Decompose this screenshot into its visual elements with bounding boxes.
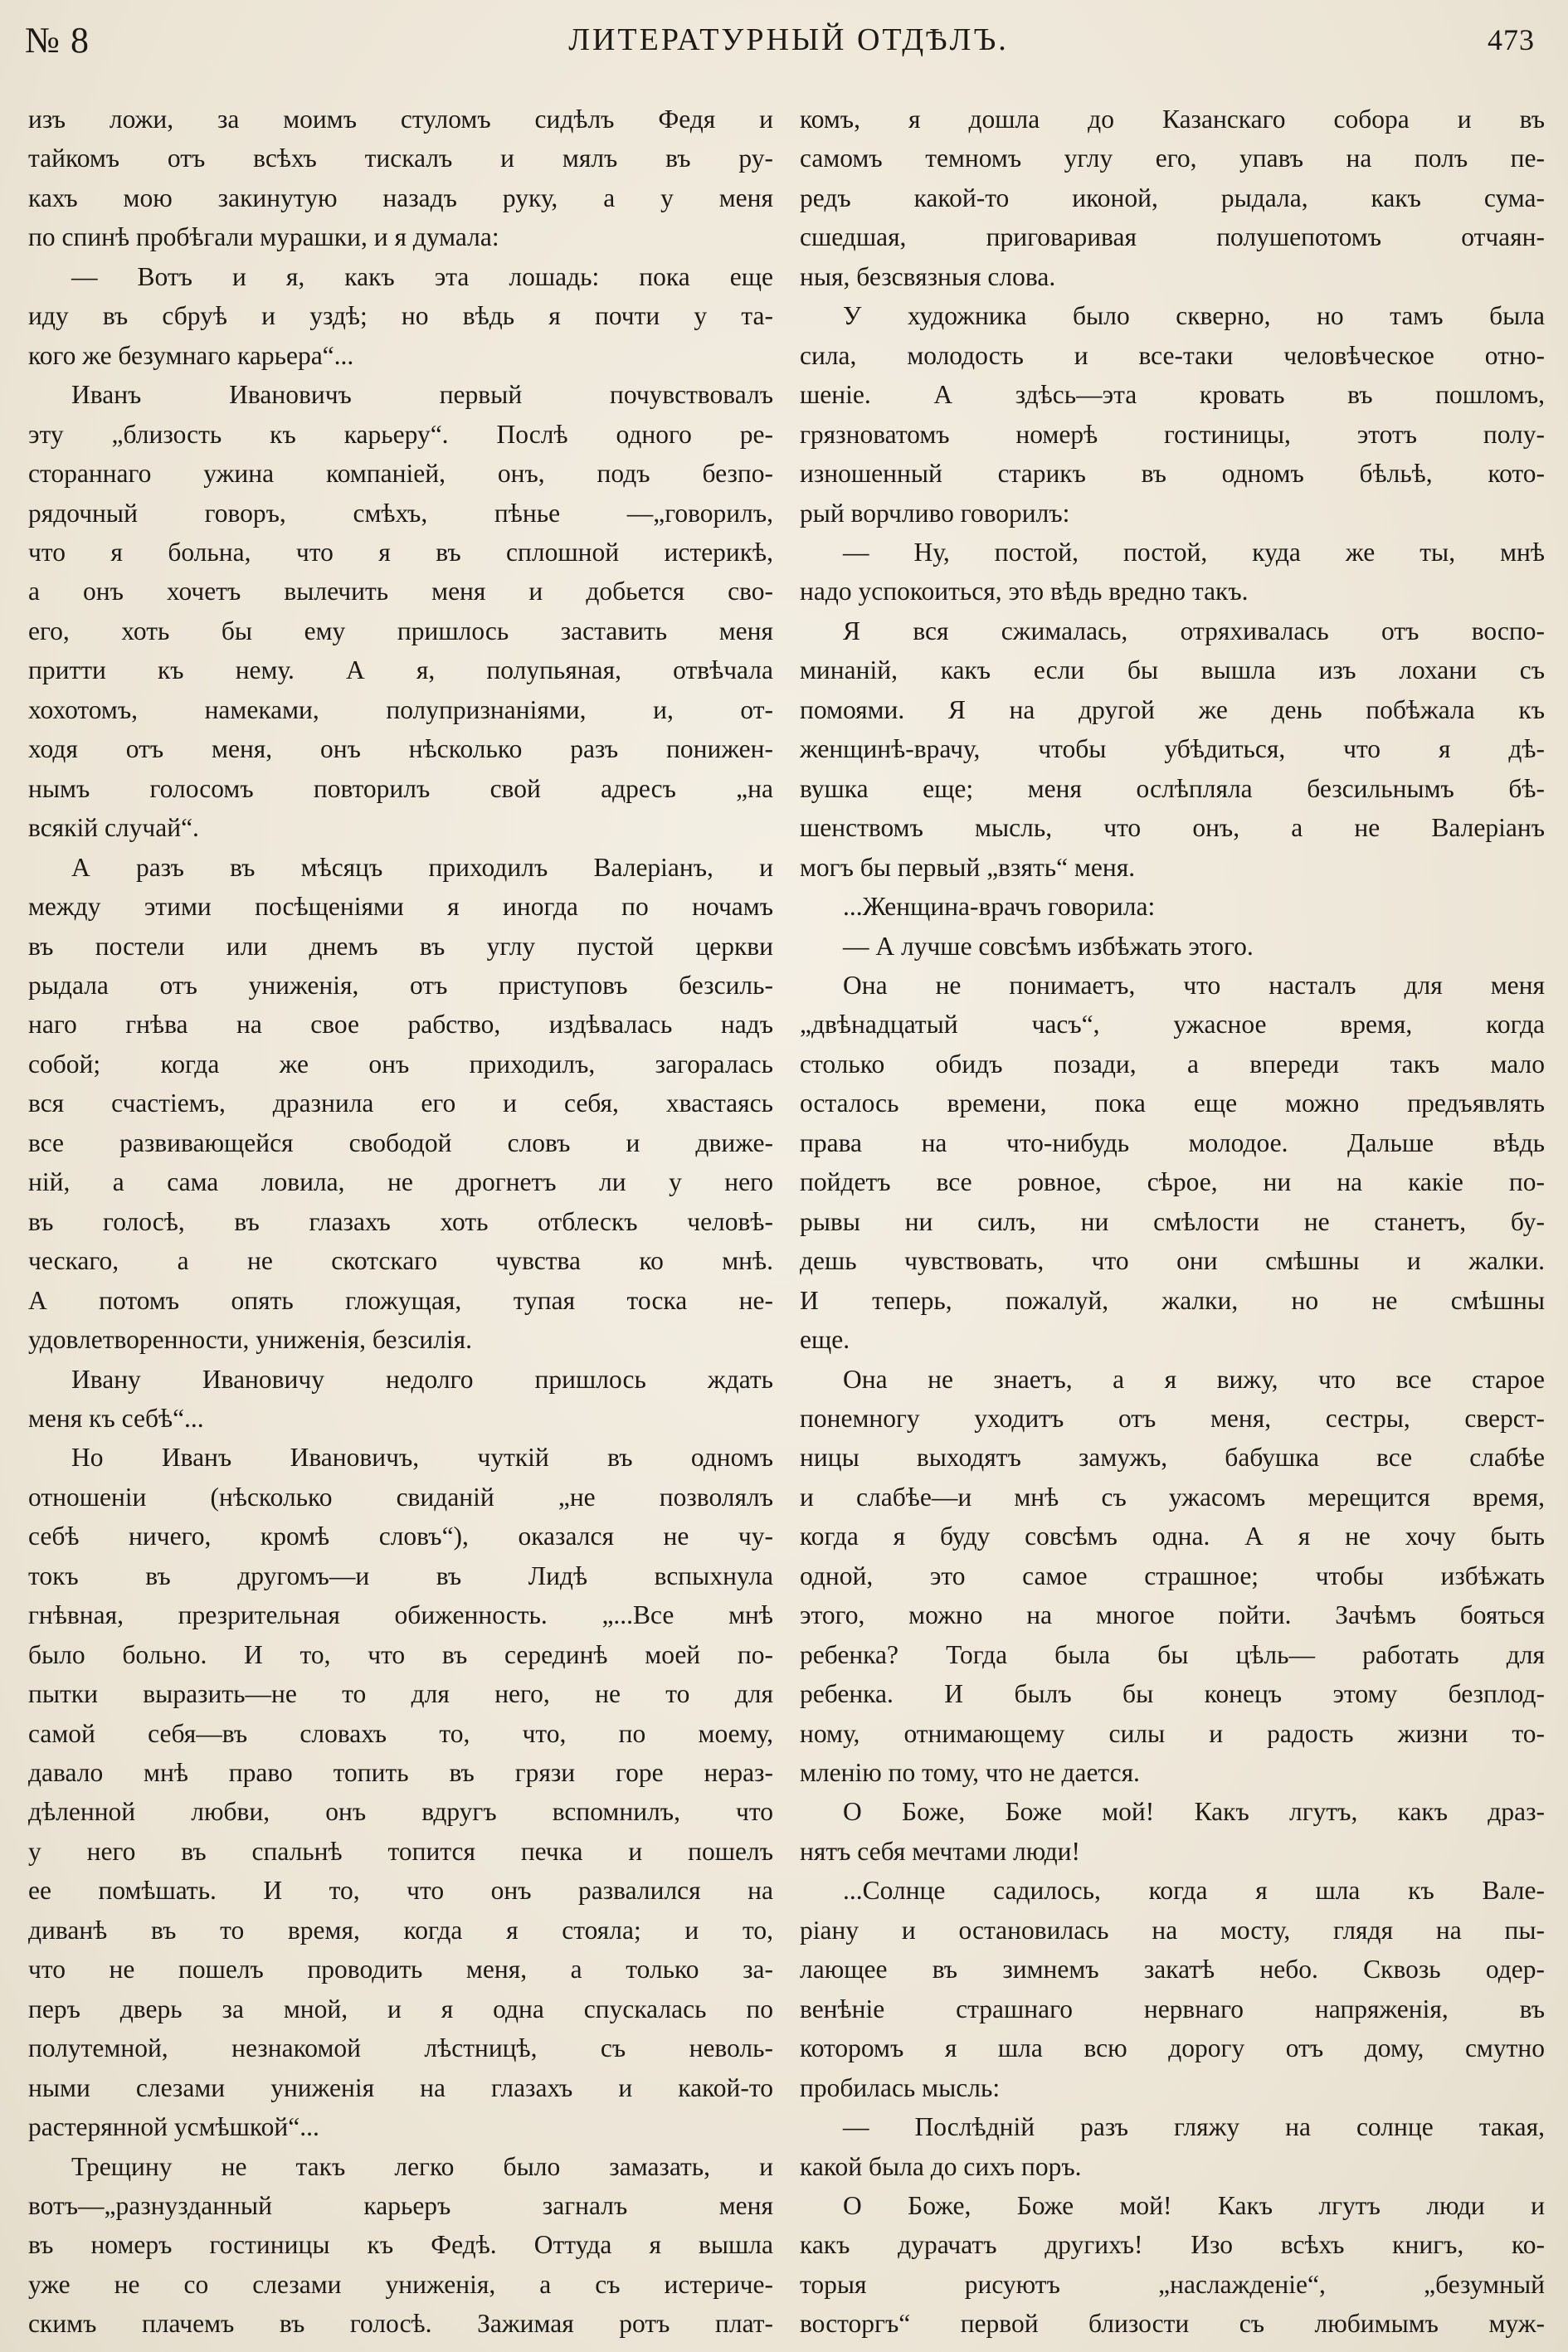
text-line: удовлетворенности, униженія, безсилія. [28, 1325, 472, 1355]
text-line: кахъ мою закинутую назадъ руку, а у меня [28, 183, 773, 212]
text-line: этого, можно на многое пойти. Зачѣмъ бояться [800, 1600, 1545, 1630]
text-line: Но Иванъ Ивановичъ, чуткій въ одномъ [71, 1443, 773, 1473]
text-line: что не пошелъ проводить меня, а только за- [28, 1955, 773, 1984]
text-line: перъ дверь за мной, и я одна спускалась по [28, 1994, 773, 2023]
text-line: понемногу уходитъ отъ меня, сестры, сверст- [800, 1403, 1545, 1433]
text-line: ходя отъ меня, онъ нѣсколько разъ понижен- [28, 734, 773, 764]
text-line: лающее въ зимнемъ закатѣ небо. Сквозь одер- [800, 1955, 1545, 1984]
text-line: собой; когда же онъ приходилъ, загоралась [28, 1049, 773, 1079]
text-line: все развивающейся свободой словъ и движе- [28, 1127, 773, 1157]
text-line: вся счастіемъ, дразнила его и себя, хвастаясь [28, 1088, 773, 1118]
text-line: у него въ спальнѣ топится печка и пошелъ [28, 1836, 773, 1866]
text-line: что я больна, что я въ сплошной истерикѣ, [28, 537, 773, 567]
text-line: сила, молодость и все-таки человѣческое отно- [800, 340, 1545, 370]
text-line: нымъ голосомъ повторилъ свой адресъ „на [28, 773, 773, 803]
text-line: одной, это самое страшное; чтобы избѣжать [800, 1561, 1545, 1590]
text-line: его, хоть бы ему пришлось заставить меня [28, 616, 773, 645]
text-line: рыдала отъ униженія, отъ приступовъ безсиль- [28, 970, 773, 1000]
text-line: а онъ хочетъ вылечить меня и добьется сво- [28, 577, 773, 606]
text-line: изношенный старикъ въ одномъ бѣльѣ, кото- [800, 459, 1545, 489]
text-line: редъ какой-то иконой, рыдала, какъ сума- [800, 183, 1545, 212]
text-line: когда я буду совсѣмъ одна. А я не хочу быть [800, 1522, 1545, 1551]
text-line: ребенка? Тогда была бы цѣль— работать для [800, 1639, 1545, 1669]
text-line: ницы выходятъ замужъ, бабушка все слабѣе [800, 1443, 1545, 1473]
text-line: притти къ нему. А я, полупьяная, отвѣчала [28, 655, 773, 685]
text-line: Она не понимаетъ, что насталъ для меня [843, 970, 1545, 1000]
text-line: Я вся сжималась, отряхивалась отъ воспо- [843, 616, 1545, 645]
text-line: грязноватомъ номерѣ гостиницы, этотъ полу- [800, 419, 1545, 449]
text-line: ныя, безсвязныя слова. [800, 261, 1056, 291]
text-line: всякій случай“. [28, 813, 199, 843]
left-column [28, 100, 773, 2344]
text-line: торыя рисуютъ „наслажденіе“, „безумный [800, 2269, 1545, 2299]
text-line: Иванъ Ивановичъ первый почувствовалъ [71, 380, 773, 410]
text-line: О Боже, Боже мой! Какъ лгутъ, какъ драз- [843, 1797, 1545, 1827]
text-line: пытки выразить—не то для него, не то для [28, 1679, 773, 1709]
page-header [25, 15, 1535, 65]
text-line: по спинѣ пробѣгали мурашки, и я думала: [28, 222, 499, 252]
text-line: А разъ въ мѣсяцъ приходилъ Валеріанъ, и [71, 852, 773, 882]
text-line: растерянной усмѣшкой“... [28, 2112, 319, 2142]
text-line: диванѣ въ то время, когда я стояла; и то, [28, 1915, 773, 1945]
text-line: Ивану Ивановичу недолго пришлось ждать [71, 1364, 773, 1394]
text-line: полутемной, незнакомой лѣстницѣ, съ неволь- [28, 2033, 773, 2063]
text-line: могъ бы первый „взять“ меня. [800, 852, 1136, 882]
text-line: скимъ плачемъ въ голосѣ. Зажимая ротъ плат- [28, 2309, 773, 2339]
text-line: стораннаго ужина компаніей, онъ, подъ безпо- [28, 459, 773, 489]
text-line: пойдетъ все ровное, сѣрое, ни на какіе по- [800, 1167, 1545, 1197]
text-line: токъ въ другомъ—и въ Лидѣ вспыхнула [28, 1561, 773, 1590]
text-line: нятъ себя мечтами люди! [800, 1836, 1081, 1866]
text-line: кого же безумнаго карьера“... [28, 340, 354, 370]
text-line: хохотомъ, намеками, полупризнаніями, и, от- [28, 694, 773, 724]
text-line: права на что-нибудь молодое. Дальше вѣдь [800, 1127, 1545, 1157]
text-line: вушка еще; меня ослѣпляла безсильнымъ бѣ- [800, 773, 1545, 803]
text-line: помоями. Я на другой же день побѣжала къ [800, 694, 1545, 724]
text-line: дешь чувствовать, что они смѣшны и жалки. [800, 1246, 1545, 1276]
text-line: изъ ложи, за моимъ стуломъ сидѣлъ Федя и [28, 105, 773, 134]
text-line: столько обидъ позади, а впереди такъ мало [800, 1049, 1545, 1079]
text-line: какой была до сихъ поръ. [800, 2151, 1082, 2181]
text-line: какъ дурачатъ другихъ! Изо всѣхъ книгъ, ко- [800, 2230, 1545, 2260]
text-line: шенствомъ мысль, что онъ, а не Валеріанъ [800, 813, 1545, 843]
text-line: рядочный говоръ, смѣхъ, пѣнье —„говорилъ, [28, 498, 773, 528]
text-line: шеніе. А здѣсь—эта кровать въ пошломъ, [800, 380, 1545, 410]
text-line: ...Солнце садилось, когда я шла къ Вале- [843, 1876, 1545, 1906]
text-line: пробилась мысль: [800, 2072, 1001, 2102]
text-line: иду въ сбруѣ и уздѣ; но вѣдь я почти у та- [28, 301, 773, 331]
text-line: отношеніи (нѣсколько свиданій „не позволялъ [28, 1482, 773, 1512]
text-line: О Боже, Боже мой! Какъ лгутъ люди и [843, 2191, 1545, 2221]
text-line: Она не знаетъ, а я вижу, что все старое [843, 1364, 1545, 1394]
text-line: сшедшая, приговаривая полушепотомъ отчаян- [800, 222, 1545, 252]
text-line: осталось времени, пока еще можно предъявлять [800, 1088, 1545, 1118]
text-line: рывы ни силъ, ни смѣлости не станетъ, бу- [800, 1206, 1545, 1236]
text-line: дѣленной любви, онъ вдругъ вспомнилъ, что [28, 1797, 773, 1827]
text-line: меня къ себѣ“... [28, 1403, 204, 1433]
text-line: И теперь, пожалуй, жалки, но не смѣшны [800, 1285, 1545, 1315]
text-line: ...Женщина-врачъ говорила: [843, 892, 1156, 922]
text-line: еще. [800, 1325, 850, 1355]
text-line: самой себя—въ словахъ то, что, по моему, [28, 1718, 773, 1748]
text-line: женщинѣ-врачу, чтобы убѣдиться, что я дѣ- [800, 734, 1545, 764]
text-line: ческаго, а не скотскаго чувства ко мнѣ. [28, 1246, 773, 1276]
text-line: было больно. И то, что въ серединѣ моей по- [28, 1639, 773, 1669]
text-line: У художника было скверно, но тамъ была [843, 301, 1545, 331]
text-line: себѣ ничего, кромѣ словъ“), оказался не чу- [28, 1522, 773, 1551]
text-line: гнѣвная, презрительная обиженность. „...Все мнѣ [28, 1600, 773, 1630]
text-line: ній, а сама ловила, не дрогнетъ ли у него [28, 1167, 773, 1197]
text-line: ными слезами униженія на глазахъ и какой-то [28, 2072, 773, 2102]
text-line: эту „близость къ карьеру“. Послѣ одного ре- [28, 419, 773, 449]
text-line: венѣніе страшнаго нервнаго напряженія, въ [800, 1994, 1545, 2023]
issue-number: № 8 [25, 19, 90, 61]
text-line: которомъ я шла всю дорогу отъ дому, смутно [800, 2033, 1545, 2063]
text-line: между этими посѣщеніями я иногда по ночамъ [28, 892, 773, 922]
text-line: давало мнѣ право топить въ грязи горе нераз- [28, 1758, 773, 1788]
text-line: ее помѣшать. И то, что онъ развалился на [28, 1876, 773, 1906]
text-line: въ голосѣ, въ глазахъ хоть отблескъ человѣ- [28, 1206, 773, 1236]
text-line: „двѣнадцатый часъ“, ужасное время, когда [800, 1010, 1545, 1040]
text-line: А потомъ опять гложущая, тупая тоска не- [28, 1285, 773, 1315]
text-line: наго гнѣва на свое рабство, издѣвалась надъ [28, 1010, 773, 1040]
text-line: восторгъ“ первой близости съ любимымъ муж- [800, 2309, 1545, 2339]
text-line: вотъ—„разнузданный карьеръ загналъ меня [28, 2191, 773, 2221]
text-line: и слабѣе—и мнѣ съ ужасомъ мерещится время, [800, 1482, 1545, 1512]
text-line: комъ, я дошла до Казанскаго собора и въ [800, 105, 1545, 134]
text-columns [28, 100, 1545, 2344]
text-line: въ постели или днемъ въ углу пустой церкви [28, 931, 773, 961]
text-line: рый ворчливо говорилъ: [800, 498, 1070, 528]
text-line: — Ну, постой, постой, куда же ты, мнѣ [843, 537, 1545, 567]
text-line: Трещину не такъ легко было замазать, и [71, 2151, 773, 2181]
right-column [800, 100, 1545, 2344]
text-line: мленію по тому, что не дается. [800, 1758, 1140, 1788]
text-line: ребенка. И былъ бы конецъ этому безплод- [800, 1679, 1545, 1709]
text-line: самомъ темномъ углу его, упавъ на полъ пе- [800, 144, 1545, 173]
text-line: — Послѣдній разъ гляжу на солнце такая, [843, 2112, 1545, 2142]
text-line: надо успокоиться, это вѣдь вредно такъ. [800, 577, 1249, 606]
section-title: ЛИТЕРАТУРНЫЙ ОТДѢЛЪ. [568, 22, 1009, 57]
text-line: — А лучше совсѣмъ избѣжать этого. [843, 931, 1254, 961]
text-line: въ номеръ гостиницы къ Федѣ. Оттуда я вышла [28, 2230, 773, 2260]
text-line: уже не со слезами униженія, а съ истериче- [28, 2269, 773, 2299]
text-line: — Вотъ и я, какъ эта лошадь: пока еще [71, 261, 773, 291]
text-line: тайкомъ отъ всѣхъ тискалъ и мялъ въ ру- [28, 144, 773, 173]
page-number: 473 [1488, 23, 1535, 56]
text-line: минаній, какъ если бы вышла изъ лохани съ [800, 655, 1545, 685]
text-line: ному, отнимающему силы и радость жизни то- [800, 1718, 1545, 1748]
text-line: ріану и остановилась на мосту, глядя на пы- [800, 1915, 1545, 1945]
